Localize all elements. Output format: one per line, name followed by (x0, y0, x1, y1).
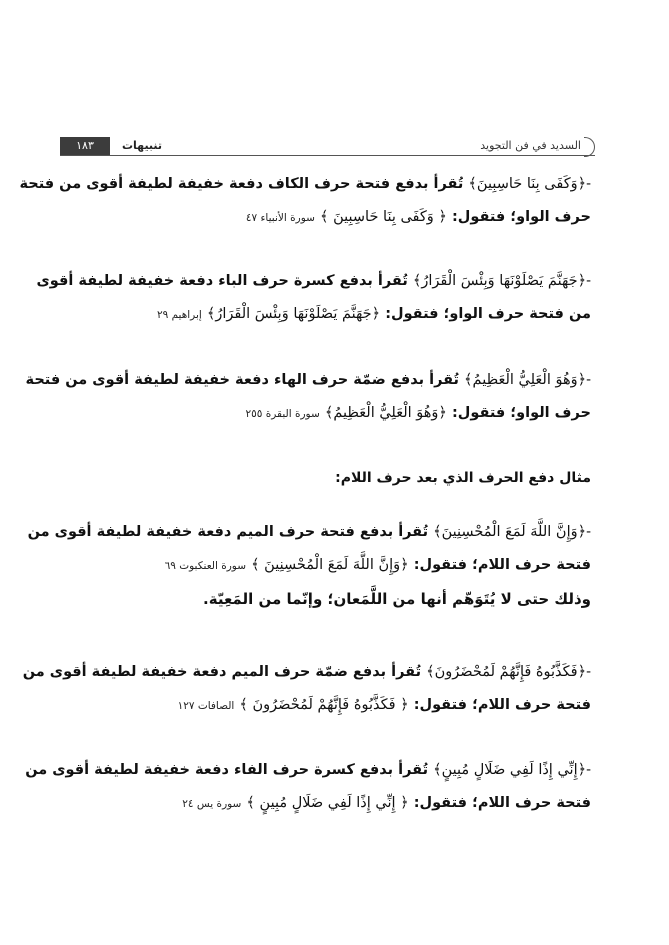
entry-text: تُقرأ بدفع فتحة حرف الميم دفعة خفيفة لطيفة أقوى من (27, 524, 429, 540)
entry-line (27, 516, 591, 549)
quran-quote: -﴿وَإِنَّ اللَّهَ لَمَعَ الْمُحْسِنِينَ﴾ (433, 524, 591, 540)
entry-text: حرف الواو؛ فتقول: (451, 405, 591, 421)
quran-quote: ﴿ فَكَذَّبُوهُ فَإِنَّهُمْ لَمُحْضَرُونَ ﴾ (239, 697, 409, 713)
quran-quote: ﴿جَهَنَّمَ يَصْلَوْنَهَا وَبِئْسَ الْقَرَارُ﴾ (206, 306, 381, 322)
entry-line (22, 656, 591, 689)
entry-text: فتحة حرف اللام؛ فتقول: (413, 697, 591, 713)
entry-line (76, 397, 591, 431)
section-heading-block (76, 462, 591, 495)
verse-reference: إبراهيم ٢٩ (156, 309, 202, 321)
entry-line (76, 549, 591, 583)
book-title: السديد في فن التجويد (480, 139, 581, 152)
explanatory-note: وذلك حتى لا يُتَوَهّم أنها من اللَّمَعان؛ وإنّما من المَعِيّة. (203, 590, 591, 608)
quran-quote: -﴿إِنِّي إِذًا لَفِي ضَلَالٍ مُبِينٍ﴾ (433, 762, 591, 778)
quran-quote: -﴿وَهُوَ الْعَلِيُّ الْعَظِيمُ﴾ (464, 372, 591, 388)
verse-reference: سورة البقرة ٢٥٥ (245, 408, 320, 420)
entry-line (76, 298, 591, 332)
entry-text: فتحة حرف اللام؛ فتقول: (413, 557, 591, 573)
entry-line (76, 787, 591, 821)
entry-text: تُقرأ بدفع فتحة حرف الكاف دفعة خفيفة لطيفة أقوى من فتحة (19, 176, 464, 192)
page-number: ١٨٣ (60, 137, 110, 155)
entry-text: تُقرأ بدفع كسرة حرف الباء دفعة خفيفة لطيفة أقوى (36, 273, 408, 289)
entry-line (76, 201, 591, 235)
entry-text: حرف الواو؛ فتقول: (451, 209, 591, 225)
section-heading: مثال دفع الحرف الذي بعد حرف اللام: (335, 470, 591, 486)
verse-reference: الصافات ١٢٧ (177, 700, 235, 712)
quran-quote: ﴿ وَكَفَى بِنَا حَاسِبِينَ ﴾ (320, 209, 447, 225)
entry-text: من فتحة حرف الواو؛ فتقول: (385, 306, 591, 322)
header-rule (60, 155, 595, 156)
quran-quote: -﴿وَكَفَى بِنَا حَاسِبِينَ﴾ (468, 176, 591, 192)
header-ornament (584, 137, 595, 157)
quran-quote: ﴿وَهُوَ الْعَلِيُّ الْعَظِيمُ﴾ (324, 405, 447, 421)
entry (36, 265, 591, 332)
running-header (60, 137, 595, 157)
entry (25, 754, 591, 821)
verse-reference: سورة العنكبوت ٦٩ (164, 560, 247, 572)
entry-text: فتحة حرف اللام؛ فتقول: (413, 795, 591, 811)
verse-reference: سورة يس ٢٤ (182, 798, 242, 810)
quran-quote: -﴿فَكَذَّبُوهُ فَإِنَّهُمْ لَمُحْضَرُونَ﴾ (426, 664, 591, 680)
entry (19, 168, 591, 235)
entry-line (76, 689, 591, 723)
quran-quote: -﴿جَهَنَّمَ يَصْلَوْنَهَا وَبِئْسَ الْقَرَارُ﴾ (412, 273, 591, 289)
entry (27, 516, 591, 616)
entry (25, 364, 591, 431)
entry-text: تُقرأ بدفع ضمّة حرف الميم دفعة خفيفة لطيفة أقوى من (22, 664, 422, 680)
entry-line (19, 168, 591, 201)
entry-text: تُقرأ بدفع كسرة حرف الفاء دفعة خفيفة لطيفة أقوى من (25, 762, 429, 778)
quran-quote: ﴿ إِنِّي إِذًا لَفِي ضَلَالٍ مُبِينٍ ﴾ (246, 795, 409, 811)
verse-reference: سورة الأنبياء ٤٧ (245, 212, 315, 224)
entry-line (25, 754, 591, 787)
chapter-title: تنبيهات (122, 139, 163, 152)
entry-line (36, 265, 591, 298)
entry-text: تُقرأ بدفع ضمّة حرف الهاء دفعة خفيفة لطيفة أقوى من فتحة (25, 372, 459, 388)
entry (22, 656, 591, 723)
entry-line (25, 364, 591, 397)
quran-quote: ﴿وَإِنَّ اللَّهَ لَمَعَ الْمُحْسِنِينَ ﴾ (251, 557, 409, 573)
